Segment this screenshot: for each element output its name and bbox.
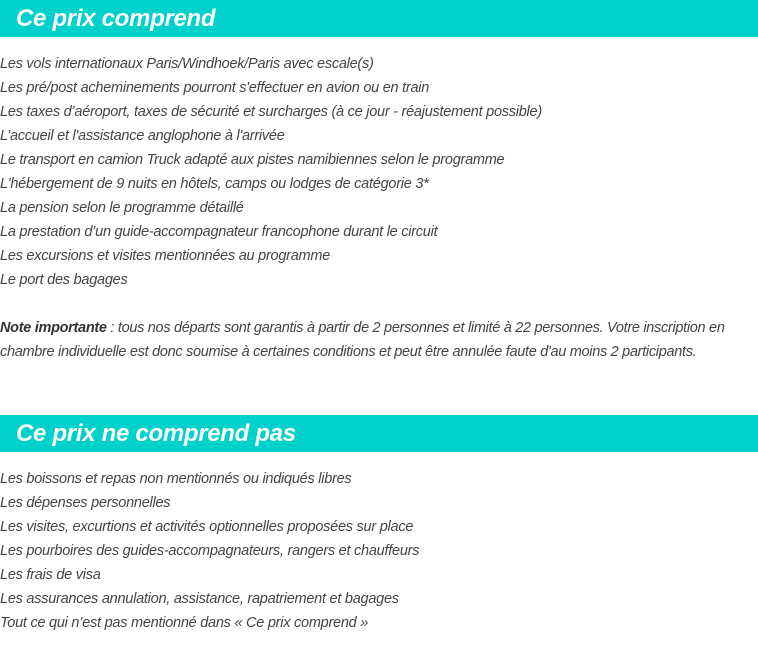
list-item: La pension selon le programme détaillé <box>0 200 244 216</box>
list-item: Les dépenses personnelles <box>0 495 171 511</box>
excluded-list <box>0 467 419 635</box>
section-header-included <box>0 0 758 37</box>
list-item: Le port des bagages <box>0 272 128 288</box>
list-item: Les visites, excurtions et activités optionnelles proposées sur place <box>0 519 414 535</box>
list-item: La prestation d’un guide-accompagnateur francophone durant le circuit <box>0 224 438 240</box>
included-list <box>0 52 542 292</box>
list-item: Les vols internationaux Paris/Windhoek/Paris avec escale(s) <box>0 56 374 72</box>
list-item: Les pré/post acheminements pourront s'effectuer en avion ou en train <box>0 80 430 96</box>
list-item: L'hébergement de 9 nuits en hôtels, camps ou lodges de catégorie 3* <box>0 176 429 192</box>
important-note <box>0 316 755 364</box>
list-item: Tout ce qui n’est pas mentionné dans « Ce prix comprend » <box>0 615 369 631</box>
section-header-excluded <box>0 415 758 452</box>
list-item: Le transport en camion Truck adapté aux pistes namibiennes selon le programme <box>0 152 505 168</box>
section-title-included: Ce prix comprend <box>16 5 216 32</box>
note-text: : tous nos départs sont garantis à partir de 2 personnes et limité à 22 personnes. Votre inscription en chambre individuelle est donc soumise à certaines conditions et peut être annulée faute d'au moins 2 participants. <box>0 320 725 360</box>
list-item: Les excursions et visites mentionnées au programme <box>0 248 331 264</box>
list-item: L’accueil et l'assistance anglophone à l'arrivée <box>0 128 285 144</box>
list-item: Les taxes d’aéroport, taxes de sécurité et surcharges (à ce jour - réajustement possible) <box>0 104 542 120</box>
list-item: Les assurances annulation, assistance, rapatriement et bagages <box>0 591 399 607</box>
list-item: Les pourboires des guides-accompagnateurs, rangers et chauffeurs <box>0 543 420 559</box>
list-item: Les boissons et repas non mentionnés ou indiqués libres <box>0 471 352 487</box>
list-item: Les frais de visa <box>0 567 101 583</box>
section-title-excluded: Ce prix ne comprend pas <box>16 420 296 447</box>
note-label: Note importante <box>0 320 107 336</box>
